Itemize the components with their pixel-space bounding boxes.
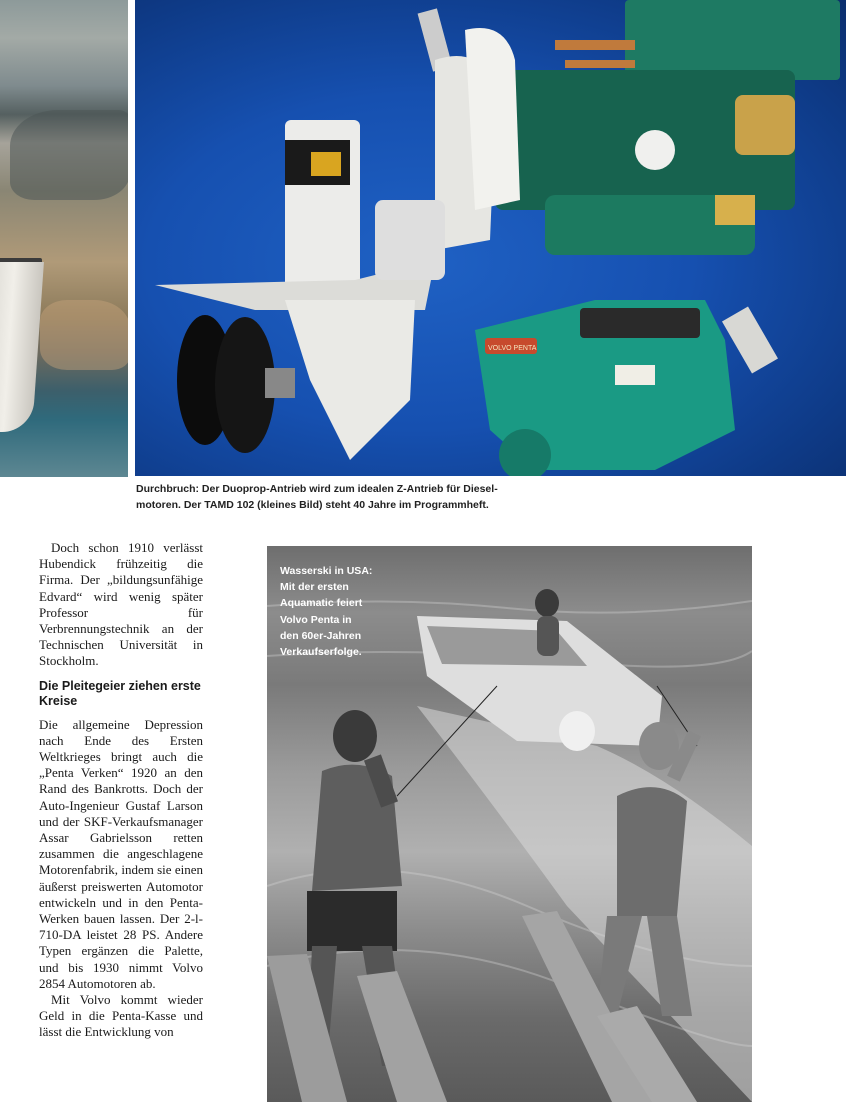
caption-line-1: Durchbruch: Der Duoprop-Antrieb wird zum idealen Z-Antrieb für Diesel- xyxy=(136,483,498,495)
article-paragraph-3: Mit Volvo kommt wieder Geld in die Penta-Kasse und lässt die Entwicklung von xyxy=(39,992,203,1040)
caption-line-2: motoren. Der TAMD 102 (kleines Bild) steht 40 Jahre im Programmheft. xyxy=(136,499,489,511)
duoprop-engine-photo xyxy=(135,0,846,476)
waterski-photo-caption xyxy=(280,563,380,660)
male-waterskier xyxy=(267,710,447,1102)
article-subheading: Die Pleitegeier ziehen erste Kreise xyxy=(39,678,201,708)
article-paragraph-2: Die allgemeine Depression nach Ende des Ersten Weltkrieges bringt auch die „Penta Verken“ 1920 an den Rand des Bankrotts. Doch der Auto-Ingenieur Gustaf Larson und der SKF-Verkaufsmanager Assar Gabrielsson retten zusammen die angeschlagene Motorenfabrik, indem sie einen äußerst preiswerten Automotor entwickeln und in den Penta-Werken bauen lassen. Der 2-l-710-DA leistet 28 PS. Andere Typen ergänzen die Palette, und bis 1930 nimmt Volvo 2854 Automotoren ab. xyxy=(39,716,203,991)
duoprop-z-drive xyxy=(155,28,520,460)
ski-caption-line-5: den 60er-Jahren xyxy=(280,629,362,642)
ski-caption-line-1: Wasserski in USA: xyxy=(280,565,373,577)
tamd-102-engine xyxy=(475,300,778,476)
ski-caption-line-2: Mit der ersten xyxy=(280,581,349,594)
ski-caption-line-6: Verkaufserfolge. xyxy=(280,646,362,659)
engine-photo-caption xyxy=(136,481,536,513)
boat-hull-illustration xyxy=(0,262,44,432)
volvo-penta-badge: VOLVO PENTA xyxy=(488,345,537,352)
ski-caption-line-4: Volvo Penta in xyxy=(280,613,352,626)
article-paragraph-1: Doch schon 1910 verlässt Hubendick frühzeitig die Firma. Der „bildungsunfähige Edvard“ wird wenig später Professor für Verbrennungstechnik an der Technischen Universität in Stockholm. xyxy=(39,540,203,669)
article-text-column xyxy=(39,540,203,1041)
ski-caption-line-3: Aquamatic feiert xyxy=(280,597,363,610)
rocky-shore-photo xyxy=(0,0,128,477)
